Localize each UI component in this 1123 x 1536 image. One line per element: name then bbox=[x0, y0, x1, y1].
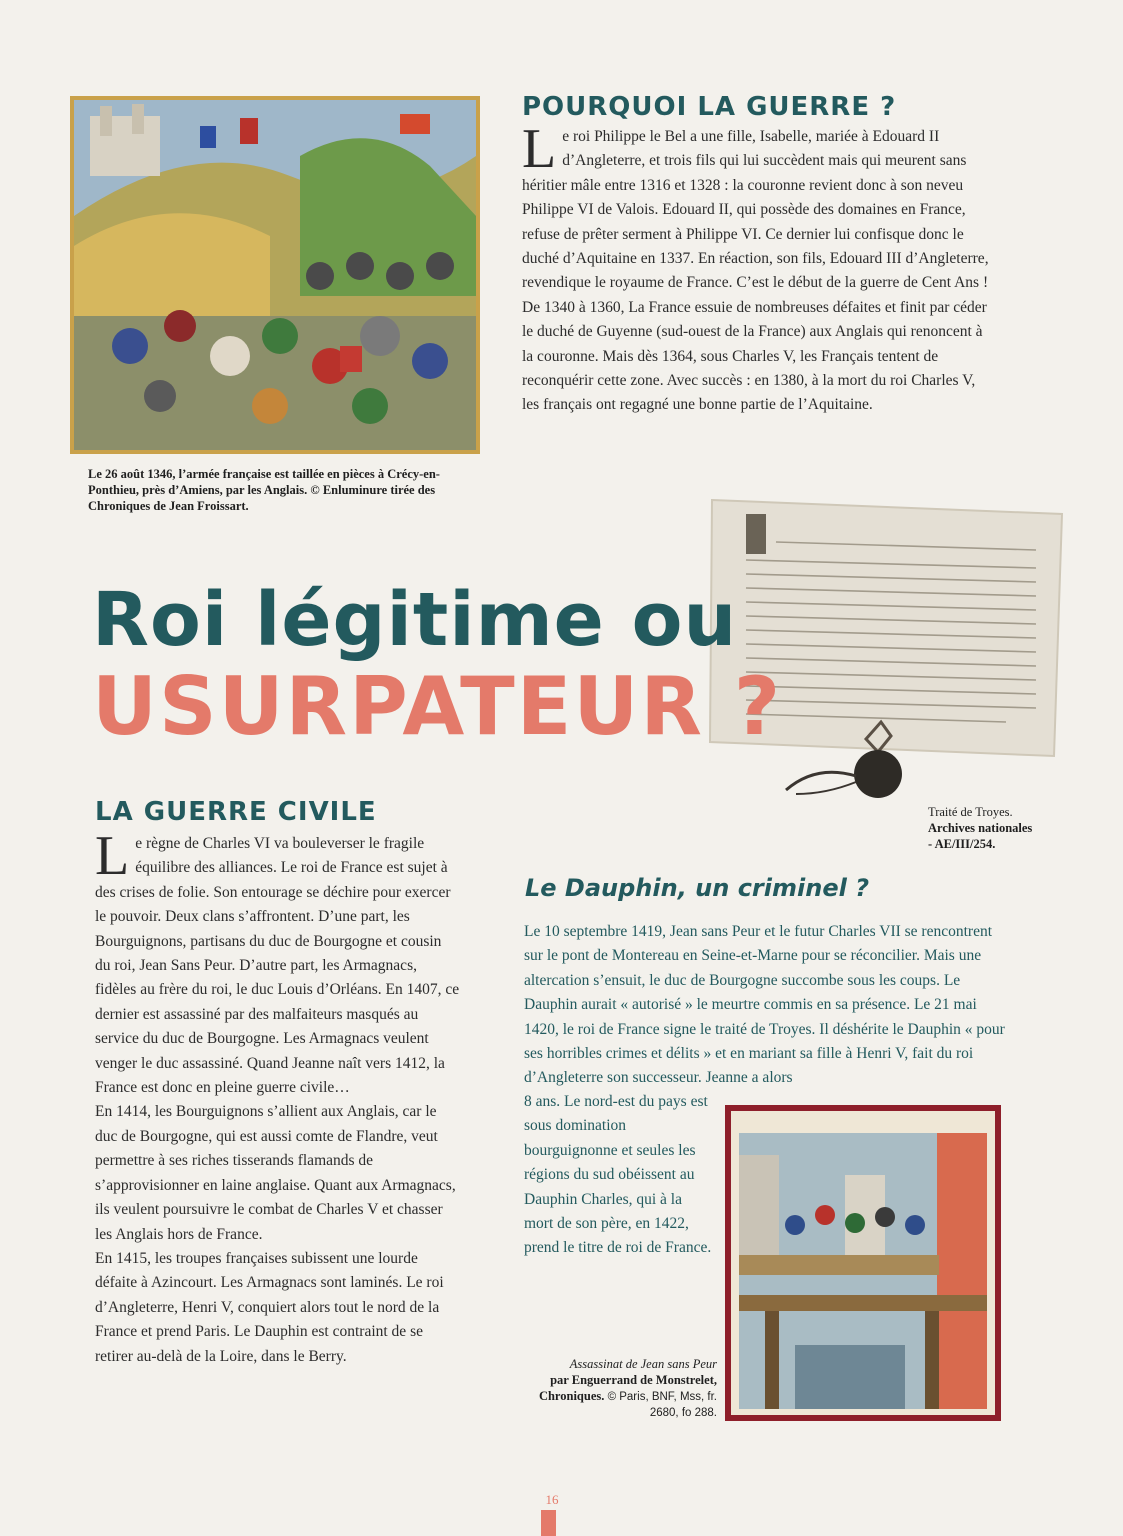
page-title-line1: Roi légitime ou bbox=[92, 577, 738, 663]
section-heading-guerre-civile: LA GUERRE CIVILE bbox=[95, 797, 377, 827]
section-body-dauphin-continued: 8 ans. Le nord-est du pays est sous domination bourguignonne et seules les régions du sud obéissent au Dauphin Charles, qui à la mort de son père, en 1422, prend le titre de roi de France. bbox=[524, 1093, 712, 1257]
section-body-guerre-civile: Le règne de Charles VI va bouleverser le fragile équilibre des alliances. Le roi de France est sujet à des crises de folie. Son entourage se déchire pour exercer le pouvoir. Deux clans s’affrontent. D’une part, les Bourguignons, partisans du duc de Bourgogne et cousin du roi, Jean Sans Peur. D’autre part, les Armagnacs, fidèles au frère du roi, le duc Louis d’Orléans. En 1407, ce dernier est assassiné par des malfaiteurs masqués au service du duc de Bourgogne. Les Armagnacs veulent venger le duc assassiné. Quand Jeanne naît vers 1412, la France est donc en pleine guerre civile… En 1414, les Bourguignons s’allient aux Anglais, car le duc de Bourgogne, qui est aussi comte de Flandre, veut permettre à ses riches tisserands flamands de s’approvisionner en laine anglaise. Quant aux Armagnacs, ils veulent poursuivre le combat de Charles V et chasser les Anglais hors de France. En 1415, les troupes françaises subissent une lourde défaite à Azincourt. Les Armagnacs sont laminés. Le roi d’Angleterre, Henri V, conquiert alors tout le nord de la France et prend Paris. Le Dauphin est contraint de se retirer au-delà de la Loire, dans le Berry. bbox=[95, 825, 460, 1365]
crecy-battle-image bbox=[70, 96, 480, 454]
troyes-caption: Traité de Troyes. Archives nationales - AE/III/254. bbox=[928, 805, 1033, 851]
section-body-pourquoi: Le roi Philippe le Bel a une fille, Isabelle, mariée à Edouard II d’Angleterre, et trois fils qui lui succèdent mais qui meurent sans héritier mâle entre 1316 et 1328 : la couronne revient donc à son neveu Philippe VI de Valois. Edouard II, qui possède des domaines en France, refuse de prêter serment à Philippe VI. Ce dernier lui confisque donc le duché d’Aquitaine en 1337. En réaction, son fils, Edouard III d’Angleterre, revendique le royaume de France. C’est le début de la guerre de Cent Ans ! De 1340 à 1360, La France essuie de nombreuses défaites et finit par céder le duché de Guyenne (sud-ouest de la France) aux Anglais qui renoncent à la couronne. Mais dès 1364, sous Charles V, les Français tentent de reconquérir cette zone. Avec succès : en 1380, à la mort du roi Charles V, les français ont regagné une bonne partie de l’Aquitaine. bbox=[522, 118, 989, 414]
assassinat-caption: Assassinat de Jean sans Peur par Enguerrand de Monstrelet, Chroniques. © Paris, BNF, Mss, fr. 2680, fo 288. bbox=[538, 1357, 717, 1419]
section-heading-dauphin: Le Dauphin, un criminel ? bbox=[525, 874, 870, 902]
section-body-dauphin: Le 10 septembre 1419, Jean sans Peur et le futur Charles VII se rencontrent sur le pont de Montereau en Seine-et-Marne pour se réconcilier. Mais une altercation s’ensuit, le duc de Bourgogne succombe sous les coups. Le Dauphin aurait « autorisé » le meurtre commis en sa présence. Le 21 mai 1420, le roi de France signe le traité de Troyes. Il déshérite le Dauphin « pour ses horribles crimes et délits » et en mariant sa fille à Henri V, fait du roi d’Angleterre son successeur. Jeanne a alors bbox=[524, 923, 1005, 1087]
page-number: 16 bbox=[545, 1492, 559, 1507]
dropcap: L bbox=[522, 118, 557, 180]
assassinat-miniature-image bbox=[725, 1105, 1001, 1421]
page-tab bbox=[541, 1510, 556, 1536]
crecy-caption: Le 26 août 1346, l’armée française est taillée en pièces à Crécy-en- Ponthieu, près d’Amiens, par les Anglais. © Enluminure tirée des Chroniques de Jean Froissart. bbox=[88, 467, 440, 513]
section-heading-pourquoi: POURQUOI LA GUERRE ? bbox=[522, 92, 897, 122]
traite-de-troyes-image bbox=[706, 494, 1066, 799]
dropcap: L bbox=[95, 825, 130, 887]
page-title-line2: USURPATEUR ? bbox=[92, 660, 783, 753]
